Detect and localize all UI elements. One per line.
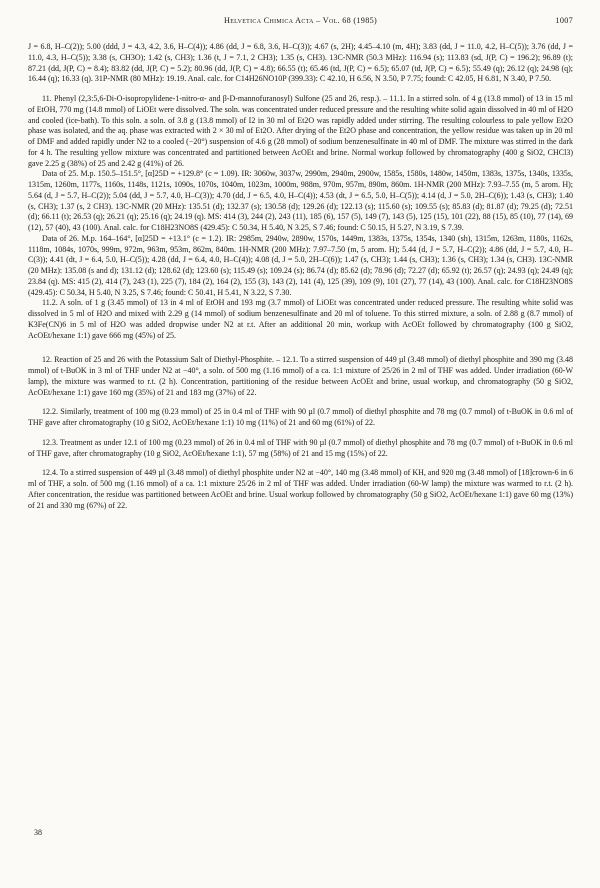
article-body — [28, 42, 573, 511]
paragraph-data-26: Data of 26. M.p. 164–164°, [α]25D = +13.1° (c = 1.2). IR: 2985m, 2940w, 2890w, 1570s, 1449m, 1383s, 1375s, 1354s, 1340 (sh), 1315m, 1263m, 1180s, 1162s, 1118m, 1084s, 1070s, 999m, 972m, 963m, 953m, 862m, 840m. 1H-NMR (200 MHz): 7.97–7.50 (m, 5 arom. H); 5.44 (d, J = 5.7, H–C(2)); 4.86 (dd, J = 5.7, 4.0, H–C(3)); 4.41 (dt, J = 6.4, 5.0, H–C(5)); 4.28 (dd, J = 6.4, 4.0, H–C(4)); 4.08 (d, J = 5.0, 2H–C(6)); 1.47 (s, CH3); 1.44 (s, CH3); 1.36 (s, CH3); 1.34 (s, CH3). 13C-NMR (20 MHz): 135.08 (s and d); 131.12 (d); 128.62 (d); 123.60 (s); 115.49 (s); 109.24 (s); 86.74 (d); 85.62 (d); 78.96 (d); 72.27 (d); 65.92 (t); 26.57 (q); 24.93 (q); 24.49 (q); 23.84 (q). MS: 415 (2), 414 (7), 243 (1), 225 (7), 184 (2), 164 (2), 155 (3), 143 (2), 141 (4), 125 (39), 109 (9), 101 (27), 77 (14), 43 (100). Anal. calc. for C18H23NO8S (429.45): C 50.34, H 5.40, N 3.25, S 7.46; found: C 50.41, H 5.41, N 3.22, S 7.30. — [28, 233, 573, 297]
paragraph-data-25: Data of 25. M.p. 150.5–151.5°, [α]25D = +129.8° (c = 1.09). IR: 3060w, 3037w, 2990m, 2940m, 2900w, 1585s, 1580s, 1480w, 1450m, 1383s, 1375s, 1340s, 1335s, 1315m, 1260m, 1177s, 1160s, 1148s, 1121s, 1090s, 1070s, 1040m, 1023m, 1000m, 988m, 970m, 957m, 890m, 860m. 1H-NMR (200 MHz): 7.93–7.55 (m, 5 arom. H); 5.64 (d, J = 5.7, H–C(2)); 5.04 (dd, J = 5.7, 4.0, H–C(3)); 4.70 (dd, J = 6.5, 4.0, H–C(4)); 4.53 (dt, J = 6.5, 5.0, H–C(5)); 4.14 (d, J = 5.0, 2H–C(6)); 1.43 (s, CH3); 1.40 (s, CH3); 1.37 (s, 2 CH3). 13C-NMR (20 MHz): 135.51 (d); 132.37 (s); 130.58 (d); 129.26 (d); 122.13 (s); 115.60 (s); 109.55 (s); 85.83 (d); 81.87 (d); 79.25 (d); 72.51 (d); 66.11 (t); 26.53 (q); 26.21 (q); 25.16 (q); 24.19 (q). MS: 414 (3), 244 (2), 243 (11), 185 (6), 157 (5), 149 (7), 143 (5), 125 (15), 101 (22), 88 (15), 85 (10), 77 (14), 69 (12), 57 (40), 43 (100). Anal. calc. for C18H23NO8S (429.45): C 50.34, H 5.40, N 3.25, S 7.46; found: C 50.15, H 5.27, N 3.19, S 7.39. — [28, 169, 573, 232]
journal-page — [28, 16, 573, 511]
journal-title: Helvetica Chimica Acta – Vol. 68 (1985) — [223, 16, 378, 25]
page-number: 1007 — [555, 16, 573, 25]
paragraph-section-12-3: 12.3. Treatment as under 12.1 of 100 mg (0.23 mmol) of 26 in 0.4 ml of THF with 90 µl (0.7 mmol) of diethyl phosphite and 78 mg (0.7 mmol) of t-BuOK in 0.6 ml of THF gave, after chromatography (10 g SiO2, AcOEt/hexane 1:1), 57 mg (58%) of 21 and 15 mg (15%) of 22. — [28, 437, 573, 458]
paragraph-section-12-2: 12.2. Similarly, treatment of 100 mg (0.23 mmol) of 25 in 0.4 ml of THF with 90 µl (0.7 mmol) of diethyl phosphite and 78 mg (0.7 mmol) of t-BuOK in 0.6 ml of THF gave after chromatography (10 g SiO2, AcOEt/hexane 1:1) 10 mg (11%) of 21 and 60 mg (61%) of 22. — [28, 407, 573, 427]
paragraph-section-12: 12. Reaction of 25 and 26 with the Potassium Salt of Diethyl-Phosphite. – 12.1. To a stirred suspension of 449 µl (3.48 mmol) of diethyl phosphite and 390 mg (3.48 mmol) of t-BuOK in 3 ml of THF under N2 at −40°, a soln. of 500 mg (1.16 mmol) of a ca. 1:1 mixture of 25/26 in 2 ml of THF was added. Under irradiation (60-W lamp), the mixture was warmed to r.t. (2 h). Concentration, partitioning of the residue between AcOEt and brine, usual workup, and chromatography (50 g SiO2, AcOEt/hexane 1:1) gave 160 mg (35%) of 21 and 183 mg (37%) of 22. — [28, 355, 573, 397]
paragraph-nmr-data-continued: J = 6.8, H–C(2)); 5.00 (ddd, J = 4.3, 4.2, 3.6, H–C(4)); 4.86 (dd, J = 6.8, 3.6, H–C(3)); 4.67 (s, 2H); 4.45–4.10 (m, 4H); 3.83 (dd, J = 11.0, 4.2, H–C(5)); 3.76 (dd, J = 11.0, 4.3, H–C(5)); 3.38 (s, CH3O); 1.42 (s, CH3); 1.36 (t, J = 7.1, 2 CH3); 1.35 (s, CH3). 13C-NMR (50.3 MHz): 116.94 (s); 113.83 (sd, J(P, C) = 196.2); 96.89 (t); 87.21 (dd, J(P, C) = 8.4); 83.82 (dd, J(P, C) = 5.2); 80.96 (dd, J(P, C) = 4.8); 66.55 (t); 65.46 (td, J(P, C) = 6.5); 65.07 (td, J(P, C) = 6.5); 55.49 (q); 26.12 (q); 24.98 (q); 16.44 (q); 16.33 (q). 31P-NMR (80 MHz): 19.19. Anal. calc. for C14H26NO10P (399.33): C 42.10, H 6.56, N 3.50, P 7.75; found: C 42.05, H 6.81, N 3.40, P 7.50. — [28, 42, 573, 84]
paragraph-section-12-4: 12.4. To a stirred suspension of 449 µl (3.48 mmol) of diethyl phosphite under N2 at −40°, 140 mg (3.48 mmol) of KH, and 920 mg (3.48 mmol) of [18]crown-6 in 6 ml of THF, a soln. of 500 mg (1.16 mmol) of a ca. 1:1 mixture 25/26 in 2 ml of THF was added. Under irradiation (60-W lamp) the mixture was warmed to r.t. (2 h). After concentration, the residue was partitioned between AcOEt and brine. Usual workup followed by chromatography (50 g SiO2, AcOEt/hexane 1:1) gave 60 mg (13%) of 21 and 330 mg (67%) of 22. — [28, 468, 573, 510]
paragraph-section-11-2: 11.2. A soln. of 1 g (3.45 mmol) of 13 in 4 ml of EtOH and 193 mg (3.7 mmol) of LiOEt was concentrated under reduced pressure. The resulting white solid was dissolved in 5 ml of H2O and mixed with 2.29 g (14 mmol) of sodium benzenesulfinate and 20 ml of toluene. To this stirred mixture, a soln. of 2.88 g (8.7 mmol) of K3Fe(CN)6 in 5 ml of H2O was added dropwise under N2 at r.t. After an additional 20 min, workup with AcOEt followed by chromatography (100 g SiO2, AcOEt/hexane 1:1) gave 666 mg (45%) of 25. — [28, 298, 573, 340]
footer-number: 38 — [34, 828, 42, 837]
paragraph-section-11: 11. Phenyl (2,3:5,6-Di-O-isopropylidene-1-nitro-α- and β-D-mannofuranosyl) Sulfone (25 and 26, resp.). – 11.1. In a stirred soln. of 4 g (13.8 mmol) of 13 in 15 ml of EtOH, 770 mg (14.8 mmol) of LiOEt were dissolved. The soln. was concentrated under reduced pressure and the resulting white solid again dissolved in 40 ml of H2O and cooled (ice-bath). To this soln. a soln. of 3.8 g (13.8 mmol) of I2 in 30 ml of Et2O was rapidly added under stirring. The resulting colourless to pale yellow Et2O phase was isolated, and the aq. phase was extracted with 2 × 30 ml of Et2O. After drying of the Et2O phase and concentration, the yellow residue was taken up in 20 ml of DMF and added rapidly under N2 to a cooled (−20°) suspension of 4.6 g (28 mmol) of sodium benzenesulfinate in 40 ml of DMF. The mixture was stirred in the dark for 4 h. The resulting yellow mixture was concentrated and partitioned between AcOEt and brine. Normal workup followed by chromatography (400 g SiO2, CHCl3) gave 2.25 g (38%) of 25 and 2.42 g (41%) of 26. — [28, 94, 573, 168]
running-header — [28, 16, 573, 30]
